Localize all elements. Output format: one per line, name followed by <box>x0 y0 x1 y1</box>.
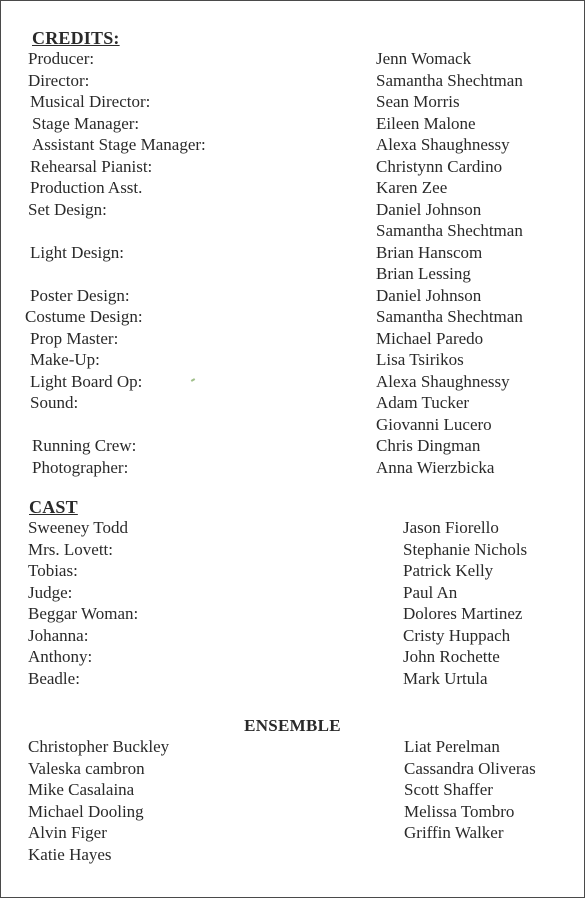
ensemble-right-column <box>404 736 536 844</box>
cast-name: Jason Fiorello <box>403 518 499 537</box>
credit-role: Assistant Stage Manager: <box>32 135 206 154</box>
credit-name: Brian Lessing <box>376 264 471 283</box>
cast-role: Anthony: <box>28 647 93 666</box>
cast-heading: CAST <box>29 497 78 517</box>
credit-name: Christynn Cardino <box>376 156 503 176</box>
cast-name: Paul An <box>403 582 458 602</box>
cast-name: Stephanie Nichols <box>403 539 528 559</box>
credit-name: Daniel Johnson <box>376 285 482 305</box>
cast-name: John Rochette <box>403 647 500 666</box>
cast-role: Mrs. Lovett: <box>28 539 113 559</box>
credit-role: Set Design: <box>28 199 107 219</box>
ensemble-member: Cassandra Oliveras <box>404 758 536 778</box>
ensemble-member: Liat Perelman <box>404 737 500 756</box>
credit-name: Alexa Shaughnessy <box>376 135 510 154</box>
credit-name: Chris Dingman <box>376 436 481 455</box>
cast-name: Cristy Huppach <box>403 625 511 645</box>
credit-name: Eileen Malone <box>376 113 476 133</box>
ensemble-member: Scott Shaffer <box>404 780 493 799</box>
cast-role: Tobias: <box>28 561 78 580</box>
credit-role: Stage Manager: <box>32 113 140 133</box>
credit-name: Giovanni Lucero <box>376 414 492 434</box>
credit-name: Michael Paredo <box>376 328 484 348</box>
cast-name: Dolores Martinez <box>403 604 523 623</box>
ensemble-member: Katie Hayes <box>28 844 112 864</box>
credit-name: Samantha Shechtman <box>376 307 523 326</box>
cast-role-column <box>28 517 138 689</box>
credit-role: Sound: <box>30 393 79 412</box>
ensemble-member: Melissa Tombro <box>404 801 515 821</box>
credit-role: Director: <box>28 70 90 90</box>
credit-role: Costume Design: <box>25 307 143 326</box>
ensemble-heading: ENSEMBLE <box>244 716 341 735</box>
credit-role: Light Design: <box>30 242 124 262</box>
cast-role: Johanna: <box>28 625 89 645</box>
ensemble-member: Christopher Buckley <box>28 737 170 756</box>
credit-name: Jenn Womack <box>376 49 472 68</box>
ensemble-member: Valeska cambron <box>28 758 145 778</box>
cast-name-column <box>403 517 527 689</box>
credit-role: Light Board Op: <box>30 371 143 391</box>
cast-name: Patrick Kelly <box>403 561 494 580</box>
credit-spacer <box>28 220 206 242</box>
credit-role: Prop Master: <box>30 328 119 348</box>
cast-role: Beadle: <box>28 668 80 688</box>
ensemble-member: Mike Casalaina <box>28 780 135 799</box>
ensemble-left-column <box>28 736 169 865</box>
credit-name: Brian Hanscom <box>376 242 483 262</box>
credit-role: Poster Design: <box>30 285 130 305</box>
credit-name: Adam Tucker <box>376 393 470 412</box>
credit-spacer <box>28 263 206 285</box>
credit-name: Alexa Shaughnessy <box>376 371 510 391</box>
credit-spacer <box>28 414 206 436</box>
credit-role: Musical Director: <box>30 92 151 111</box>
ensemble-member: Griffin Walker <box>404 823 504 842</box>
credits-role-column <box>25 48 206 478</box>
credit-role: Rehearsal Pianist: <box>30 156 153 176</box>
credits-heading: CREDITS: <box>32 28 120 48</box>
credit-name: Daniel Johnson <box>376 199 482 219</box>
cast-name: Mark Urtula <box>403 668 488 688</box>
credit-name: Samantha Shechtman <box>376 221 523 240</box>
credits-name-column <box>376 48 523 478</box>
credit-name: Anna Wierzbicka <box>376 457 495 477</box>
ensemble-member: Alvin Figer <box>28 823 107 842</box>
ensemble-member: Michael Dooling <box>28 801 144 821</box>
credit-role: Photographer: <box>32 457 129 477</box>
credit-name: Samantha Shechtman <box>376 70 523 90</box>
cast-role: Judge: <box>28 582 73 602</box>
cast-role: Beggar Woman: <box>28 604 139 623</box>
credit-name: Sean Morris <box>376 92 460 111</box>
credit-name: Karen Zee <box>376 178 448 197</box>
credit-role: Make-Up: <box>30 350 100 369</box>
credit-role: Producer: <box>28 49 95 68</box>
credit-role: Running Crew: <box>32 436 137 455</box>
cast-role: Sweeney Todd <box>28 518 129 537</box>
credit-role: Production Asst. <box>30 178 143 197</box>
credit-name: Lisa Tsirikos <box>376 350 464 369</box>
